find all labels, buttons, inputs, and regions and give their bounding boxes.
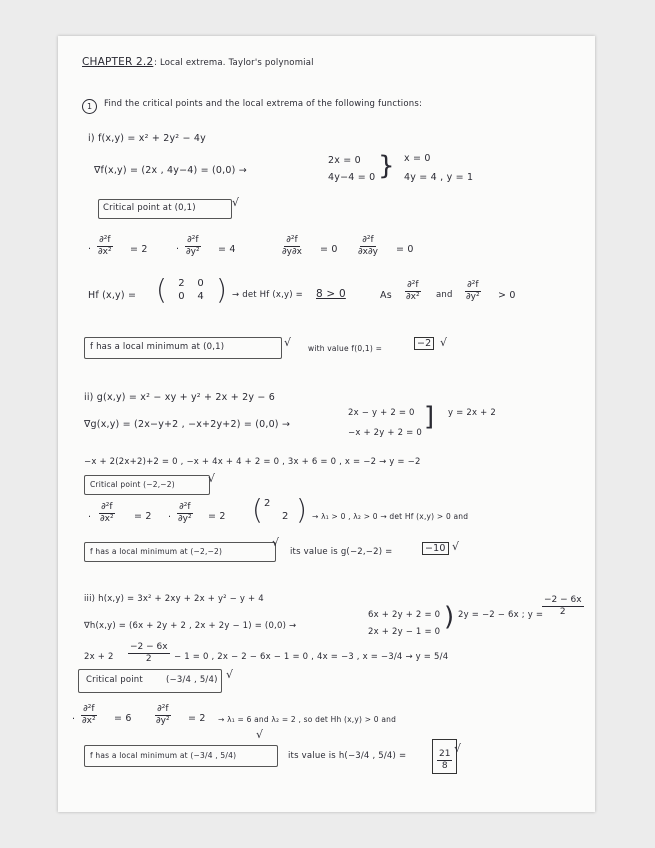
check-mark: √ bbox=[256, 728, 264, 741]
part-i-value: −2 bbox=[414, 337, 434, 350]
part-i-d2fdx2: $\frac{\text{∂²f}}{\text{∂x²}}$ bbox=[98, 235, 112, 257]
part-i-and-text: and bbox=[436, 290, 453, 300]
part-ii-value: −10 bbox=[422, 542, 449, 555]
part-ii-d2fdx2-value: = 2 bbox=[134, 511, 152, 522]
part-i-d2fdy2-value: = 4 bbox=[218, 244, 236, 255]
check-mark: √ bbox=[208, 472, 216, 485]
part-i-function: i) f(x,y) = x² + 2y² − 4y bbox=[88, 133, 206, 144]
part-ii-system-eq1: 2x − y + 2 = 0 bbox=[348, 408, 415, 418]
part-iii-eigen-text: → λ₁ = 6 and λ₂ = 2 , so det Hh (x,y) > 0 and bbox=[218, 715, 397, 724]
part-ii-conclusion: f has a local minimum at (−2,−2) bbox=[90, 547, 223, 556]
part-iii-system-eq1: 6x + 2y + 2 = 0 bbox=[368, 610, 441, 620]
part-i-system-eq2: 4y−4 = 0 bbox=[328, 172, 376, 183]
paper-sheet bbox=[58, 36, 595, 812]
part-iii-solution: 2y = −2 − 6x ; y = bbox=[458, 610, 544, 620]
part-i-gradient: ∇f(x,y) = (2x , 4y−4) = (0,0) → bbox=[94, 165, 247, 176]
part-iii-sub-prefix: 2x + 2 bbox=[84, 652, 114, 662]
part-i-hessian-label: Hf (x,y) = bbox=[88, 290, 137, 301]
part-iii-sub-fraction: $\frac{-2 - 6x}{2}$ bbox=[130, 642, 168, 664]
part-i-solution1: x = 0 bbox=[404, 153, 431, 164]
part-iii-solution-fraction: $\frac{-2 - 6x}{2}$ bbox=[544, 595, 582, 617]
check-mark: √ bbox=[454, 742, 462, 755]
part-iii-critical-point: (−3/4 , 5/4) bbox=[166, 675, 218, 685]
bullet: · bbox=[176, 244, 180, 255]
part-i-d2fdxdy-value: = 0 bbox=[396, 244, 414, 255]
bullet: · bbox=[168, 512, 172, 523]
part-ii-system-eq2: −x + 2y + 2 = 0 bbox=[348, 428, 422, 438]
matrix-left-paren: ( bbox=[156, 273, 167, 306]
check-mark: √ bbox=[226, 668, 234, 681]
part-iii-function: iii) h(x,y) = 3x² + 2xy + 2x + y² − y + 4 bbox=[84, 594, 264, 604]
check-mark: √ bbox=[452, 540, 460, 553]
part-ii-d2fdy2: $\frac{\text{∂²f}}{\text{∂y²}}$ bbox=[178, 502, 192, 524]
part-i-solution2: 4y = 4 , y = 1 bbox=[404, 172, 474, 183]
bullet: · bbox=[88, 244, 92, 255]
part-i-brace: } bbox=[378, 151, 395, 181]
part-iii-d2fdy2-value: = 2 bbox=[188, 713, 206, 724]
chapter-topic: : Local extrema. Taylor's polynomial bbox=[154, 58, 314, 68]
part-iii-system-eq2: 2x + 2y − 1 = 0 bbox=[368, 627, 441, 637]
exercise-statement: Find the critical points and the local extrema of the following functions: bbox=[104, 99, 423, 109]
part-ii-critical-point: Critical point (−2,−2) bbox=[90, 480, 175, 489]
part-iii-conclusion: f has a local minimum at (−3/4 , 5/4) bbox=[90, 751, 237, 760]
part-iii-substitution: − 1 = 0 , 2x − 2 − 6x − 1 = 0 , 4x = −3 , x = −3/4 → y = 5/4 bbox=[174, 652, 449, 662]
bullet: · bbox=[72, 714, 76, 725]
check-mark: √ bbox=[232, 196, 240, 209]
exercise-number: 1 bbox=[82, 99, 97, 114]
part-i-gt-zero: > 0 bbox=[498, 290, 516, 301]
part-iii-value-text: its value is h(−3/4 , 5/4) = bbox=[288, 751, 407, 761]
matrix-left-paren: ( bbox=[252, 493, 263, 526]
part-i-system-eq1: 2x = 0 bbox=[328, 155, 361, 166]
part-iii-d2fdx2-value: = 6 bbox=[114, 713, 132, 724]
check-mark: √ bbox=[272, 536, 280, 549]
part-iii-bracket: ) bbox=[444, 602, 455, 632]
matrix-right-paren: ) bbox=[296, 493, 307, 526]
part-i-d2fdxdy: $\frac{\text{∂²f}}{\partial x\partial y}$ bbox=[358, 235, 378, 257]
part-i-hessian-matrix: 2 0 0 4 bbox=[178, 278, 204, 302]
part-i-as-d2fdy2: $\frac{\text{∂²f}}{\text{∂y²}}$ bbox=[466, 280, 480, 302]
part-iii-critical-label: Critical point bbox=[86, 675, 143, 685]
check-mark: √ bbox=[440, 336, 448, 349]
part-iii-d2fdy2: $\frac{\text{∂²f}}{\text{∂y²}}$ bbox=[156, 704, 170, 726]
matrix-right-paren: ) bbox=[216, 273, 227, 306]
part-iii-gradient: ∇h(x,y) = (6x + 2y + 2 , 2x + 2y − 1) = (0,0) → bbox=[84, 621, 297, 631]
chapter-title: CHAPTER 2.2 bbox=[82, 56, 154, 68]
part-ii-bracket: ] bbox=[424, 402, 435, 432]
part-ii-eigen-text: → λ₁ > 0 , λ₂ > 0 → det Hf (x,y) > 0 and bbox=[312, 512, 469, 521]
part-ii-value-text: its value is g(−2,−2) = bbox=[290, 547, 393, 557]
part-i-with-value: with value f(0,1) = bbox=[308, 344, 383, 353]
bullet: · bbox=[88, 512, 92, 523]
part-i-d2fdydx: $\frac{\text{∂²f}}{\partial y\partial x}$ bbox=[282, 235, 302, 257]
part-i-det-value: 8 > 0 bbox=[316, 288, 346, 300]
part-ii-gradient: ∇g(x,y) = (2x−y+2 , −x+2y+2) = (0,0) → bbox=[84, 419, 291, 430]
part-i-d2fdy2: $\frac{\text{∂²f}}{\text{∂y²}}$ bbox=[186, 235, 200, 257]
part-i-as-d2fdx2: $\frac{\text{∂²f}}{\text{∂x²}}$ bbox=[406, 280, 420, 302]
part-ii-d2fdy2-value: = 2 bbox=[208, 511, 226, 522]
part-iii-value: $\frac{21}{8}$ bbox=[439, 749, 451, 771]
part-i-critical-point: Critical point at (0,1) bbox=[103, 203, 196, 213]
check-mark: √ bbox=[284, 336, 292, 349]
part-i-as-text: As bbox=[380, 290, 392, 301]
part-ii-hessian-matrix: 2 2 bbox=[264, 498, 289, 522]
part-i-d2fdx2-value: = 2 bbox=[130, 244, 148, 255]
part-i-conclusion: f has a local minimum at (0,1) bbox=[90, 342, 225, 352]
part-i-det-text: → det Hf (x,y) = bbox=[232, 290, 303, 300]
part-ii-d2fdx2: $\frac{\text{∂²f}}{\text{∂x²}}$ bbox=[100, 502, 114, 524]
part-i-d2fdydx-value: = 0 bbox=[320, 244, 338, 255]
part-ii-substitution: −x + 2(2x+2)+2 = 0 , −x + 4x + 4 + 2 = 0 , 3x + 6 = 0 , x = −2 → y = −2 bbox=[84, 457, 421, 467]
part-ii-solution: y = 2x + 2 bbox=[448, 408, 496, 418]
part-ii-function: ii) g(x,y) = x² − xy + y² + 2x + 2y − 6 bbox=[84, 392, 275, 403]
part-iii-d2fdx2: $\frac{\text{∂²f}}{\text{∂x²}}$ bbox=[82, 704, 96, 726]
